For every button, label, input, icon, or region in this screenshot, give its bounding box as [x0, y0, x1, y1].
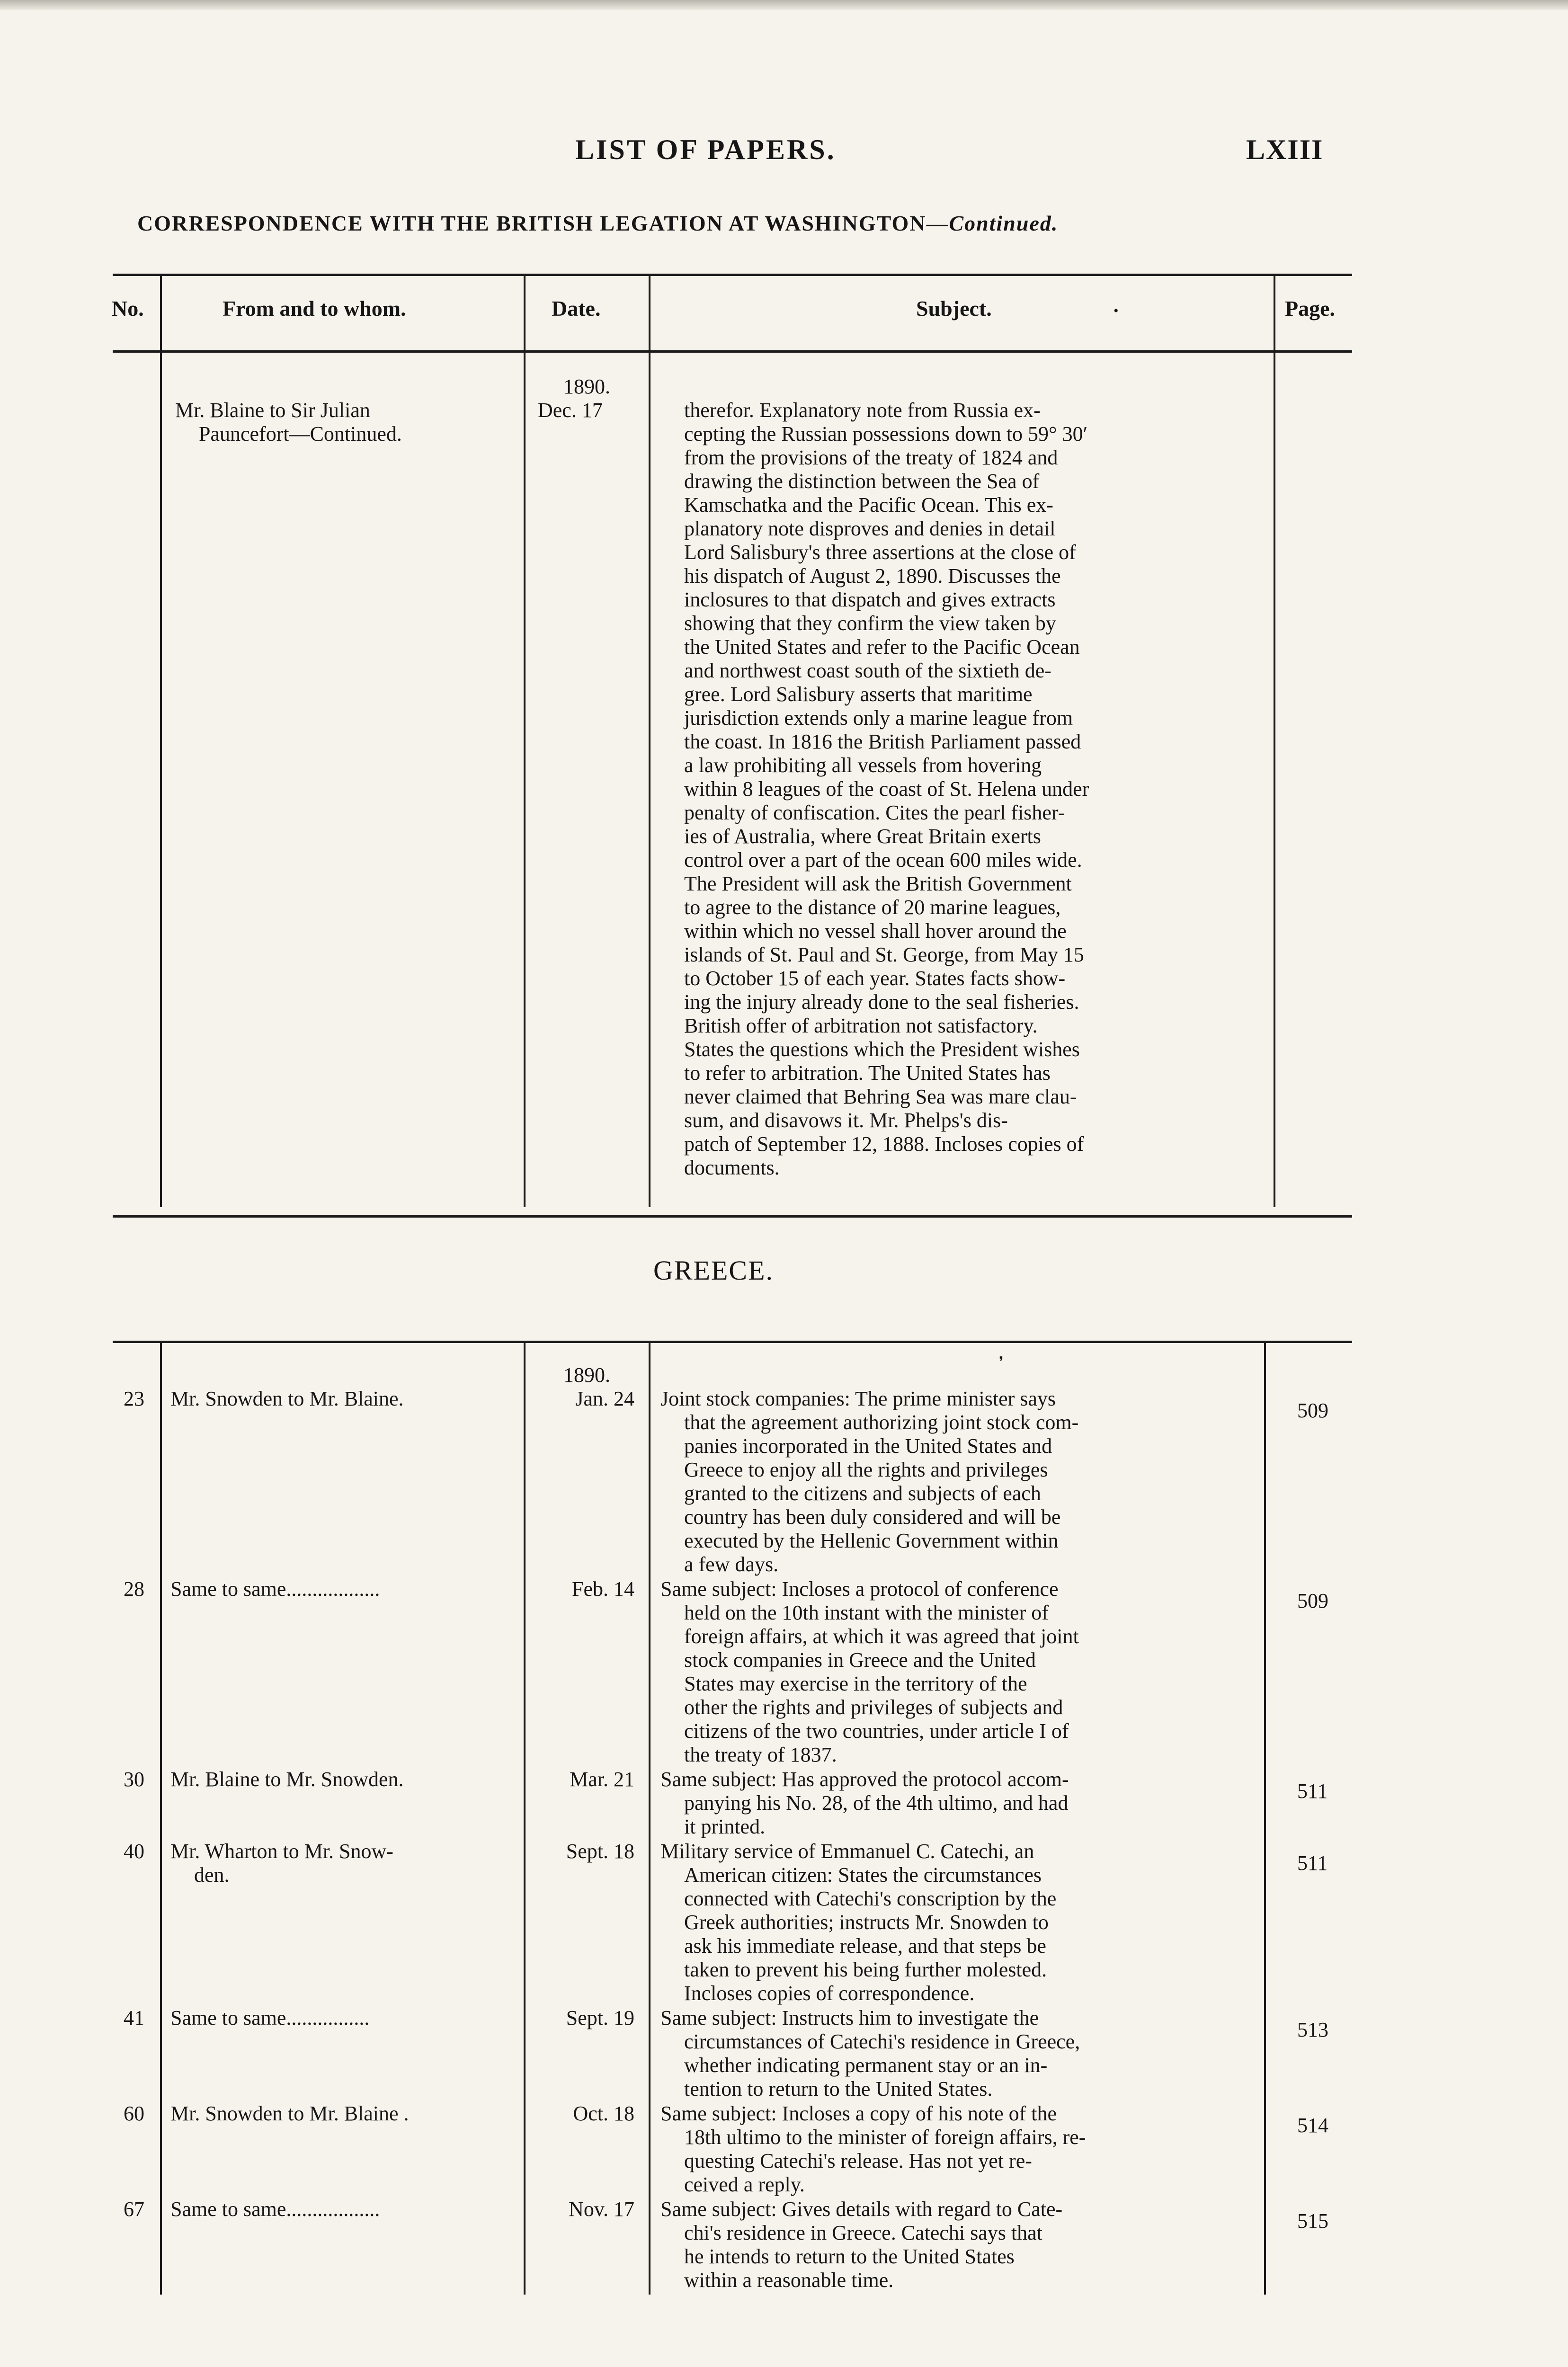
subject-line: the United States and refer to the Pacific Ocean — [684, 635, 1080, 658]
section-heading-main: CORRESPONDENCE WITH THE BRITISH LEGATION AT WASHINGTON— — [137, 211, 949, 235]
column-divider — [649, 1341, 650, 2295]
date: Oct. 18 — [573, 2102, 634, 2125]
subject-line: gree. Lord Salisbury asserts that maritime — [684, 683, 1033, 706]
subject-line: inclosures to that dispatch and gives extracts — [684, 588, 1056, 611]
subject-line: planatory note disproves and denies in detail — [684, 517, 1056, 540]
from-to-line: Pauncefort—Continued. — [199, 422, 402, 445]
running-header — [0, 133, 1568, 176]
from-to-line: Mr. Snowden to Mr. Blaine . — [170, 2102, 409, 2125]
subject-line: never claimed that Behring Sea was mare clau- — [684, 1085, 1077, 1108]
subject-line: penalty of confiscation. Cites the pearl fisher- — [684, 801, 1065, 824]
subject-line: to October 15 of each year. States facts show- — [684, 967, 1066, 990]
row-number: 60 — [124, 2102, 144, 2125]
subject-line: foreign affairs, at which it was agreed that joint — [684, 1625, 1079, 1648]
date-year: 1890. — [563, 1363, 610, 1387]
section-heading-continued: Continued. — [949, 211, 1059, 235]
subject-line: Same subject: Has approved the protocol accom- — [660, 1768, 1069, 1791]
page-top-edge — [0, 0, 1568, 10]
subject-line: American citizen: States the circumstances — [684, 1863, 1042, 1886]
from-to-line: Mr. Blaine to Sir Julian — [175, 399, 370, 422]
page-reference: 509 — [1297, 1589, 1328, 1612]
subject-line: the coast. In 1816 the British Parliament passed — [684, 730, 1081, 753]
row-number: 40 — [124, 1840, 144, 1863]
subject-text — [684, 399, 1250, 1180]
subject-line: States the questions which the President wishes — [684, 1038, 1080, 1061]
column-divider — [160, 274, 162, 1207]
subject-line: within a reasonable time. — [684, 2269, 894, 2292]
print-mark: ❜ — [999, 1354, 1004, 1370]
subject-line: from the provisions of the treaty of 1824 and — [684, 446, 1058, 469]
page-reference: 515 — [1297, 2209, 1328, 2233]
from-to-line: Same to same.................. — [170, 1577, 380, 1601]
section-heading — [137, 211, 1058, 236]
from-to-line: den. — [194, 1863, 230, 1886]
row-number: 30 — [124, 1768, 144, 1791]
subject-line: British offer of arbitration not satisfactory. — [684, 1014, 1038, 1037]
from-to-line: Same to same.................. — [170, 2198, 380, 2221]
greece-table-top-rule — [113, 1341, 1352, 1343]
subject-line: Greek authorities; instructs Mr. Snowden to — [684, 1911, 1049, 1934]
subject-line: The President will ask the British Government — [684, 872, 1072, 895]
subject-line: patch of September 12, 1888. Incloses copies of — [684, 1132, 1084, 1156]
subject-line: that the agreement authorizing joint stock com- — [684, 1411, 1079, 1434]
running-title: LIST OF PAPERS. — [575, 134, 836, 165]
date: Jan. 24 — [575, 1387, 634, 1410]
column-divider — [1264, 1341, 1266, 2295]
column-header-no: No. — [112, 296, 144, 320]
column-divider — [160, 1341, 162, 2295]
subject-line: cepting the Russian possessions down to 59° 30′ — [684, 422, 1088, 445]
from-to-line: Mr. Wharton to Mr. Snow- — [170, 1840, 393, 1863]
date: Dec. 17 — [538, 399, 603, 422]
subject-line: islands of St. Paul and St. George, from May 15 — [684, 943, 1084, 966]
subject-line: connected with Catechi's conscription by the — [684, 1887, 1057, 1910]
subject-line: 18th ultimo to the minister of foreign affairs, re- — [684, 2126, 1086, 2149]
row-number: 67 — [124, 2198, 144, 2221]
date: Sept. 18 — [566, 1840, 634, 1863]
date: Sept. 19 — [566, 2006, 634, 2029]
subject-line: within which no vessel shall hover around the — [684, 919, 1067, 943]
subject-line: questing Catechi's release. Has not yet re- — [684, 2149, 1032, 2172]
subject-line: and northwest coast south of the sixtieth de- — [684, 659, 1051, 682]
subject-line: panies incorporated in the United States and — [684, 1434, 1052, 1458]
page-reference: 513 — [1297, 2018, 1328, 2041]
date: Nov. 17 — [569, 2198, 634, 2221]
subject-line: ask his immediate release, and that steps be — [684, 1934, 1046, 1958]
subject-line: taken to prevent his being further molested. — [684, 1958, 1047, 1981]
column-divider — [1274, 274, 1275, 1207]
date-year: 1890. — [563, 375, 610, 398]
column-divider — [524, 274, 526, 1207]
column-header-date: Date. — [552, 296, 601, 320]
page-number: LXIII — [1246, 134, 1324, 165]
subject-line: tention to return to the United States. — [684, 2077, 993, 2100]
subject-line: Kamschatka and the Pacific Ocean. This ex- — [684, 493, 1053, 516]
subject-line: circumstances of Catechi's residence in Greece, — [684, 2030, 1080, 2053]
page-reference: 514 — [1297, 2114, 1328, 2137]
subject-line: a law prohibiting all vessels from hovering — [684, 754, 1042, 777]
subject-line: jurisdiction extends only a marine league from — [684, 706, 1073, 730]
subject-line: it printed. — [684, 1815, 766, 1838]
column-header-from-to: From and to whom. — [223, 296, 406, 320]
subject-line: stock companies in Greece and the United — [684, 1648, 1036, 1672]
subject-line: States may exercise in the territory of the — [684, 1672, 1027, 1695]
subject-line: to refer to arbitration. The United States has — [684, 1061, 1051, 1085]
date: Mar. 21 — [570, 1768, 634, 1791]
date: Feb. 14 — [572, 1577, 634, 1601]
subject-line: Same subject: Incloses a protocol of conference — [660, 1577, 1059, 1601]
subject-line: Incloses copies of correspondence. — [684, 1982, 975, 2005]
subject-line: to agree to the distance of 20 marine leagues, — [684, 896, 1061, 919]
subject-line: control over a part of the ocean 600 miles wide. — [684, 848, 1082, 872]
subject-line: showing that they confirm the view taken by — [684, 612, 1056, 635]
subject-line: drawing the distinction between the Sea of — [684, 470, 1040, 493]
column-header-page: Page. — [1285, 296, 1336, 320]
print-mark: • — [1114, 303, 1119, 319]
subject-line: executed by the Hellenic Government within — [684, 1529, 1059, 1552]
subject-line: he intends to return to the United States — [684, 2245, 1015, 2268]
subject-line: Same subject: Incloses a copy of his note of the — [660, 2102, 1057, 2125]
subject-line: ing the injury already done to the seal fisheries. — [684, 990, 1079, 1014]
page-reference: 511 — [1297, 1780, 1328, 1803]
subject-line: country has been duly considered and will be — [684, 1505, 1061, 1529]
subject-line: chi's residence in Greece. Catechi says that — [684, 2221, 1042, 2244]
from-to-line: Same to same................ — [170, 2006, 370, 2029]
from-to-line: Mr. Blaine to Mr. Snowden. — [170, 1768, 404, 1791]
row-number: 23 — [124, 1387, 144, 1410]
subject-line: Military service of Emmanuel C. Catechi, an — [660, 1840, 1034, 1863]
subject-line: whether indicating permanent stay or an in- — [684, 2054, 1048, 2077]
column-divider — [649, 274, 650, 1207]
subject-line: within 8 leagues of the coast of St. Helena under — [684, 777, 1089, 801]
subject-line: other the rights and privileges of subjects and — [684, 1696, 1063, 1719]
column-divider — [524, 1341, 526, 2295]
subject-line: Greece to enjoy all the rights and privileges — [684, 1458, 1048, 1481]
subject-line: Joint stock companies: The prime minister says — [660, 1387, 1056, 1410]
row-number: 28 — [124, 1577, 144, 1601]
subject-line: ceived a reply. — [684, 2173, 805, 2196]
subject-line: Same subject: Gives details with regard to Cate- — [660, 2198, 1063, 2221]
subject-line: citizens of the two countries, under article I of — [684, 1719, 1069, 1743]
subject-line: sum, and disavows it. Mr. Phelps's dis- — [684, 1109, 1008, 1132]
subject-line: held on the 10th instant with the minister of — [684, 1601, 1049, 1624]
row-number: 41 — [124, 2006, 144, 2029]
table-bottom-rule — [113, 1215, 1352, 1218]
subject-line: documents. — [684, 1156, 780, 1179]
subject-line: Lord Salisbury's three assertions at the close of — [684, 541, 1076, 564]
column-header-subject: Subject. — [916, 296, 992, 320]
table-top-rule — [113, 274, 1352, 276]
subject-line: a few days. — [684, 1553, 779, 1576]
greece-heading: GREECE. — [653, 1255, 774, 1286]
table-header-rule — [113, 350, 1352, 353]
from-to-line: Mr. Snowden to Mr. Blaine. — [170, 1387, 404, 1410]
subject-line: the treaty of 1837. — [684, 1743, 837, 1766]
subject-line: therefor. Explanatory note from Russia ex- — [684, 399, 1041, 422]
subject-line: his dispatch of August 2, 1890. Discusses the — [684, 564, 1061, 587]
subject-line: granted to the citizens and subjects of each — [684, 1482, 1041, 1505]
page-reference: 511 — [1297, 1851, 1328, 1875]
subject-line: panying his No. 28, of the 4th ultimo, and had — [684, 1791, 1069, 1815]
subject-line: ies of Australia, where Great Britain exerts — [684, 825, 1041, 848]
subject-line: Same subject: Instructs him to investigate the — [660, 2006, 1039, 2029]
page-reference: 509 — [1297, 1399, 1328, 1422]
